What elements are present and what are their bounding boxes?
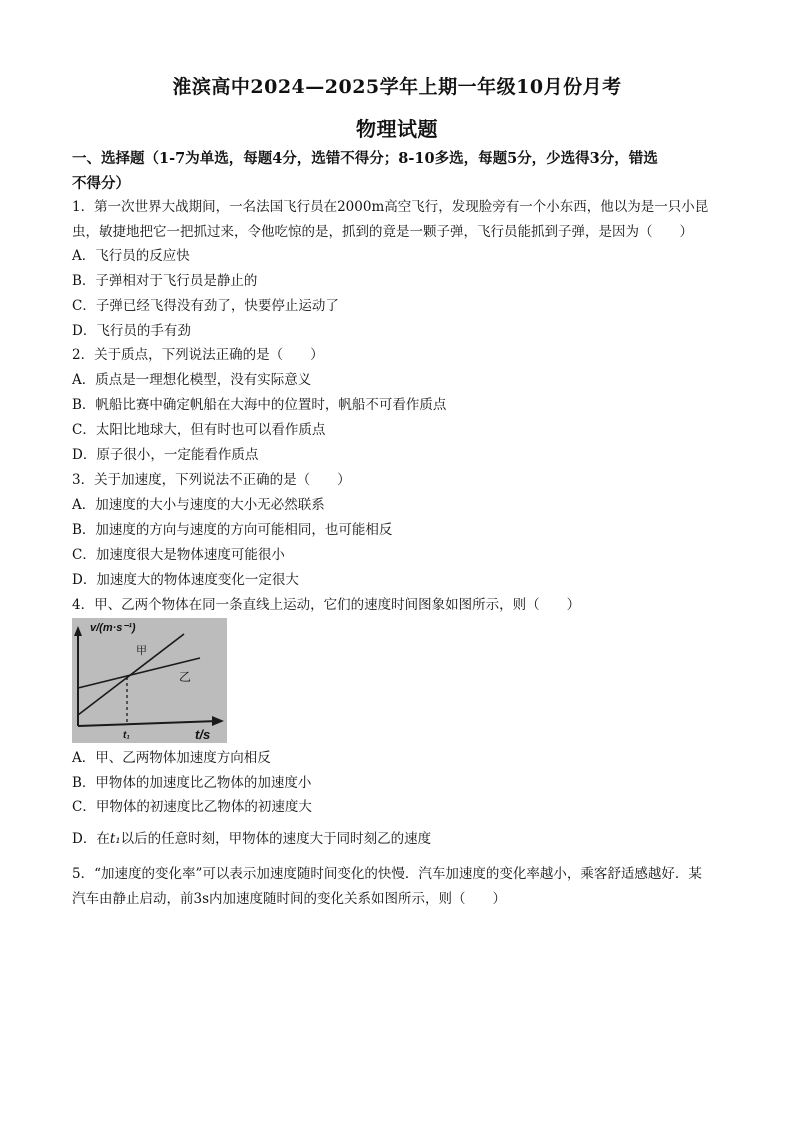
t1-tick-label: t₁ [123, 730, 130, 741]
q2-option-d: D．原子很小，一定能看作质点 [72, 447, 259, 463]
exam-subtitle: 物理试题 [356, 117, 438, 141]
section-heading [72, 146, 732, 196]
q2-option-b: B．帆船比赛中确定帆船在大海中的位置时，帆船不可看作质点 [72, 397, 447, 413]
q4-option-b: B．甲物体的加速度比乙物体的加速度小 [72, 775, 312, 791]
label-jia: 甲 [136, 644, 147, 657]
q1-option-a: A．飞行员的反应快 [72, 248, 190, 264]
exam-title: 淮滨高中2024—2025学年上期一年级10月份月考 [172, 76, 622, 98]
q4-option-a: A．甲、乙两物体加速度方向相反 [72, 750, 271, 766]
q3-option-d: D．加速度大的物体速度变化一定很大 [72, 572, 299, 588]
q4-option-d-prefix: D．在 [72, 831, 110, 847]
q1-stem-line2: 虫，敏捷地把它一把抓过来，令他吃惊的是，抓到的竟是一颗子弹，飞行员能抓到子弹，是因为（ ） [72, 224, 693, 240]
q1-stem-line1: 1．第一次世界大战期间，一名法国飞行员在2000m高空飞行，发现脸旁有一个小东西，他以为是一只小昆 [72, 199, 709, 215]
q2-option-a: A．质点是一理想化模型，没有实际意义 [72, 372, 312, 388]
label-yi: 乙 [179, 670, 192, 684]
q5-stem-line2: 汽车由静止启动，前3s内加速度随时间的变化关系如图所示，则（ ） [72, 891, 507, 907]
vt-graph-svg [72, 618, 227, 743]
q3-option-a: A．加速度的大小与速度的大小无必然联系 [72, 497, 325, 513]
section-heading-line2: 不得分） [72, 175, 130, 192]
q4-option-d-variable: t₁ [109, 831, 121, 847]
q4-option-d-text: 以后的任意时刻，甲物体的速度大于同时刻乙的速度 [120, 831, 432, 847]
x-axis-label: t/s [195, 727, 211, 742]
q3-stem: 3．关于加速度，下列说法不正确的是（ ） [72, 472, 351, 488]
q1-option-d: D．飞行员的手有劲 [72, 323, 191, 339]
section-heading-line1: 一、选择题（1-7为单选，每题4分，选错不得分；8-10多选，每题5分，少选得3分，错选 [72, 150, 658, 167]
q3-option-b: B．加速度的方向与速度的方向可能相同，也可能相反 [72, 522, 393, 538]
q4-stem: 4．甲、乙两个物体在同一条直线上运动，它们的速度时间图象如图所示，则（ ） [72, 597, 581, 613]
q4-vt-graph [72, 618, 227, 743]
q2-option-c: C．太阳比地球大，但有时也可以看作质点 [72, 422, 326, 438]
q4-option-d [72, 830, 732, 849]
q2-stem: 2．关于质点，下列说法正确的是（ ） [72, 347, 324, 363]
q1-option-b: B．子弹相对于飞行员是静止的 [72, 273, 258, 289]
q3-option-c: C．加速度很大是物体速度可能很小 [72, 547, 285, 563]
q1-option-c: C．子弹已经飞得没有劲了，快要停止运动了 [72, 298, 339, 314]
y-axis-label: v/(m·s⁻¹) [90, 622, 136, 634]
q5-stem-line1: 5．“加速度的变化率”可以表示加速度随时间变化的快慢．汽车加速度的变化率越小，乘客舒适感越好．某 [72, 866, 702, 882]
q4-option-c: C．甲物体的初速度比乙物体的初速度大 [72, 799, 312, 815]
